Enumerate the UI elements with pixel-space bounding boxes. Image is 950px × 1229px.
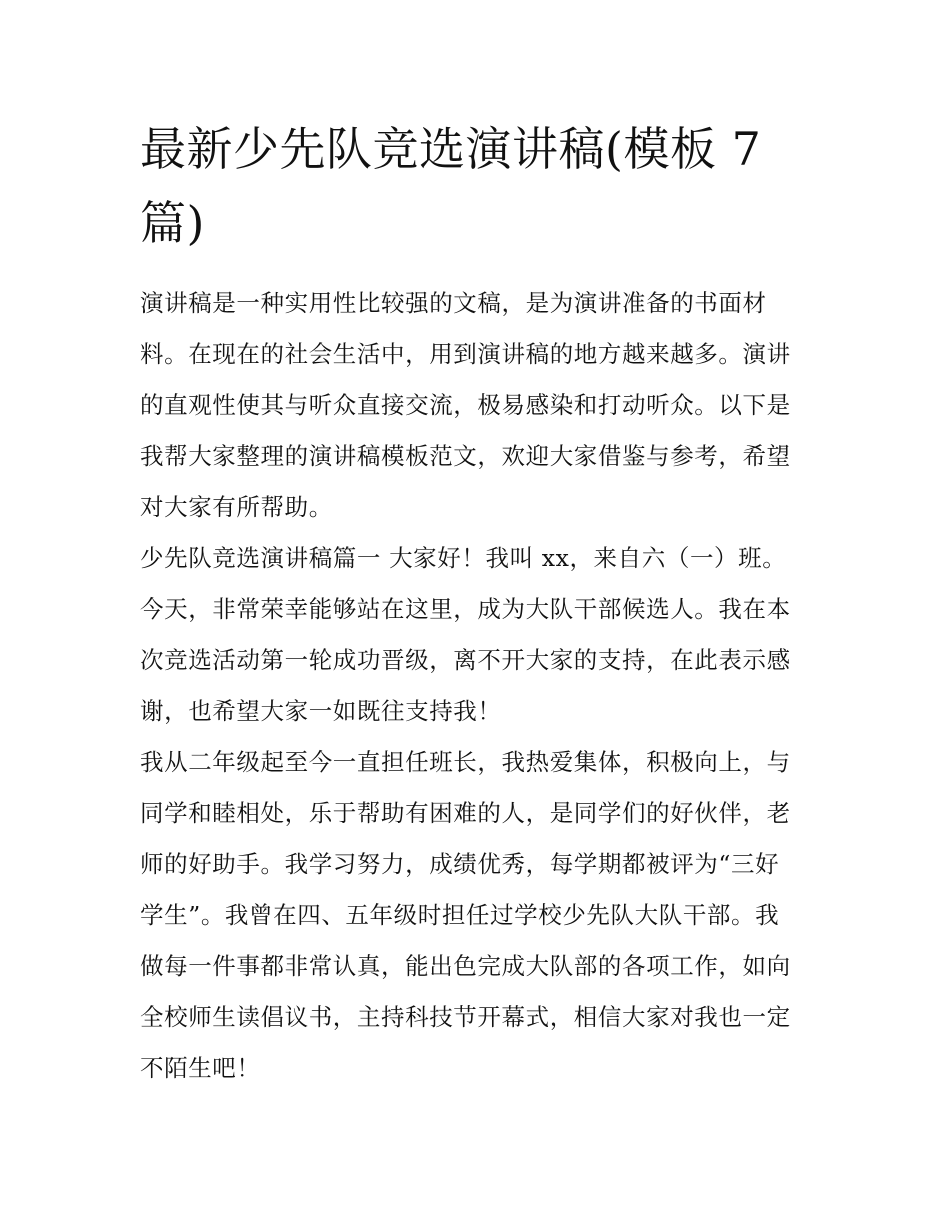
text-line: 的直观性使其与听众直接交流，极易感染和打动听众。以下是 (140, 391, 791, 419)
text-line: 我从二年级起至今一直担任班长，我热爱集体，积极向上，与 (140, 748, 791, 776)
text-line: 师的好助手。我学习努力，成绩优秀，每学期都被评为“三好 (140, 850, 780, 878)
text-line: 谢，也希望大家一如既往支持我！ (140, 697, 502, 725)
text-line: 同学和睦相处，乐于帮助有困难的人，是同学们的好伙伴，老 (140, 799, 791, 827)
text-line: 少先队竞选演讲稿篇一 大家好！我叫 xx，来自六（一）班。 (140, 544, 787, 572)
document-body (140, 278, 820, 1094)
text-line: 全校师生读倡议书，主持科技节开幕式，相信大家对我也一定 (140, 1003, 791, 1031)
text-line: 料。在现在的社会生活中，用到演讲稿的地方越来越多。演讲 (140, 340, 791, 368)
text-line: 学生”。我曾在四、五年级时担任过学校少先队大队干部。我 (140, 901, 780, 929)
title-line: 最新少先队竞选演讲稿(模板 7 (140, 122, 762, 176)
text-line: 做每一件事都非常认真，能出色完成大队部的各项工作，如向 (140, 952, 791, 980)
text-line: 次竞选活动第一轮成功晋级，离不开大家的支持，在此表示感 (140, 646, 791, 674)
text-line: 我帮大家整理的演讲稿模板范文，欢迎大家借鉴与参考，希望 (140, 442, 791, 470)
text-line: 不陌生吧！ (140, 1054, 261, 1082)
text-line: 今天，非常荣幸能够站在这里，成为大队干部候选人。我在本 (140, 595, 791, 623)
document-title (140, 112, 820, 260)
text-line: 对大家有所帮助。 (140, 493, 333, 521)
text-line: 演讲稿是一种实用性比较强的文稿，是为演讲准备的书面材 (140, 289, 767, 317)
title-line: 篇) (140, 196, 205, 250)
